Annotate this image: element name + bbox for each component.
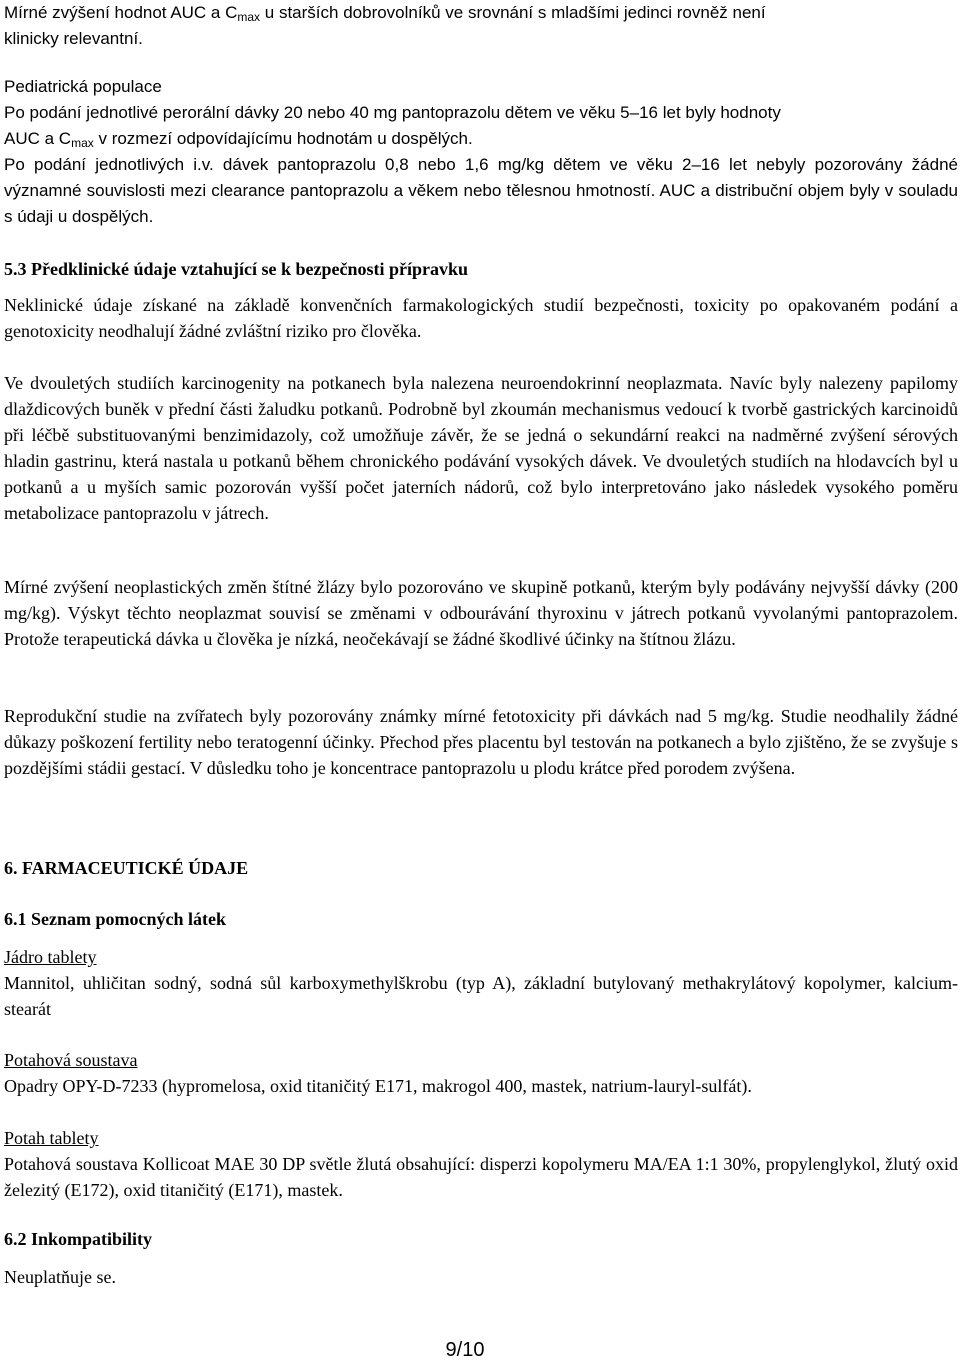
section-6-heading: 6. FARMACEUTICKÉ ÚDAJE bbox=[4, 858, 249, 878]
pediatric-iv-paragraph bbox=[4, 152, 958, 230]
incompat-text: Neuplatňuje se. bbox=[4, 1267, 116, 1287]
section-6 bbox=[4, 855, 958, 881]
coating-label: Potahová soustava bbox=[4, 1050, 138, 1070]
cmax-subscript: max bbox=[71, 136, 94, 150]
coating-block bbox=[4, 1047, 958, 1099]
intro-text-pre: Mírné zvýšení hodnot AUC a C bbox=[4, 3, 238, 22]
intro-line-2: klinicky relevantní. bbox=[4, 29, 143, 48]
film-text: Potahová soustava Kollicoat MAE 30 DP světle žlutá obsahující: disperzi kopolymeru MA/EA 1:1 30%, propylenglykol, žlutý oxid železitý (E172), oxid titaničitý (E171), mastek. bbox=[4, 1154, 958, 1200]
preclinical-text-4: Reprodukční studie na zvířatech byly pozorovány známky mírné fetotoxicity při dávkách nad 5 mg/kg. Studie neodhalily žádné důkazy poškození fertility nebo teratogenní účinky. Přechod přes placentu byl testován na potkanech a bylo zjištěno, že se zvyšuje s pozdějšími stádii gestací. V důsledku toho je koncentrace pantoprazolu u plodu krátce před porodem zvýšena. bbox=[4, 706, 958, 778]
film-label: Potah tablety bbox=[4, 1128, 99, 1148]
cmax-subscript: max bbox=[237, 10, 261, 24]
section-6-1-heading: 6.1 Seznam pomocných látek bbox=[4, 909, 226, 929]
preclinical-paragraph-1 bbox=[4, 292, 958, 344]
section-6-2-heading: 6.2 Inkompatibility bbox=[4, 1229, 153, 1249]
core-block bbox=[4, 944, 958, 1022]
pediatric-line-1: Po podání jednotlivé perorální dávky 20 nebo 40 mg pantoprazolu dětem ve věku 5–16 let byly hodnoty bbox=[4, 103, 781, 122]
pediatric-range-text: v rozmezí odpovídajícímu hodnotám u dospělých. bbox=[93, 129, 473, 148]
preclinical-text-1: Neklinické údaje získané na základě konvenčních farmakologických studií bezpečnosti, toxicity po opakovaném podání a genotoxicity neodhalují žádné zvláštní riziko pro člověka. bbox=[4, 295, 958, 341]
pediatric-iv-text: Po podání jednotlivých i.v. dávek pantoprazolu 0,8 nebo 1,6 mg/kg dětem ve věku 2–16 let nebyly pozorovány žádné významné souvislosti mezi clearance pantoprazolu a věkem nebo tělesnou hmotností. AUC a distribuční objem byly v souladu s údaji u dospělých. bbox=[4, 155, 958, 226]
preclinical-text-2: Ve dvouletých studiích karcinogenity na potkanech byla nalezena neuroendokrinní neoplazmata. Navíc byly nalezeny papilomy dlaždicových buněk v přední části žaludku potkanů. Podrobně byl zkoumán mechanismus vedoucí k tvorbě gastrických karcinoidů při léčbě substituovanými benzimidazoly, což umožňuje závěr, že se jedná o sekundární reakci na nadměrné zvýšení sérových hladin gastrinu, která nastala u potkanů během chronického podávání vysokých dávek. Ve dvouletých studiích na hlodavcích byl u potkanů a u myších samic pozorován vyšší počet jaterních nádorů, což bylo interpretováno jako následek vysokého poměru metabolizace pantoprazolu v játrech. bbox=[4, 373, 958, 523]
section-6-2 bbox=[4, 1226, 958, 1252]
pediatric-section bbox=[4, 74, 958, 152]
page-number: 9/10 bbox=[445, 1339, 485, 1361]
pediatric-heading: Pediatrická populace bbox=[4, 77, 162, 96]
intro-line-1 bbox=[4, 0, 958, 26]
core-label: Jádro tablety bbox=[4, 947, 97, 967]
preclinical-text-3: Mírné zvýšení neoplastických změn štítné žlázy bylo pozorováno ve skupině potkanů, kterým byly podávány nejvyšší dávky (200 mg/kg). Výskyt těchto neoplazmat souvisí se změnami v odbourávání thyroxinu v játrech potkanů vyvolanými pantoprazolem. Protože terapeutická dávka u člověka je nízká, neočekávají se žádné škodlivé účinky na štítnou žlázu. bbox=[4, 577, 958, 649]
intro-text-post: u starších dobrovolníků ve srovnání s mladšími jedinci rovněž není bbox=[260, 3, 766, 22]
incompat-block bbox=[4, 1264, 958, 1290]
core-text: Mannitol, uhličitan sodný, sodná sůl karboxymethylškrobu (typ A), základní butylovaný methakrylátový kopolymer, kalcium-stearát bbox=[4, 973, 958, 1019]
intro-paragraph bbox=[4, 0, 958, 52]
preclinical-paragraph-2 bbox=[4, 370, 958, 526]
section-5-3-heading: 5.3 Předklinické údaje vztahující se k bezpečnosti přípravku bbox=[4, 259, 469, 279]
coating-text: Opadry OPY-D-7233 (hypromelosa, oxid titaničitý E171, makrogol 400, mastek, natrium-lauryl-sulfát). bbox=[4, 1076, 752, 1096]
film-block bbox=[4, 1125, 958, 1203]
preclinical-paragraph-3 bbox=[4, 574, 958, 652]
section-6-1 bbox=[4, 906, 958, 932]
section-5-3 bbox=[4, 256, 958, 282]
preclinical-paragraph-4 bbox=[4, 703, 958, 781]
pediatric-line-2 bbox=[4, 126, 958, 152]
pediatric-auc-text: AUC a C bbox=[4, 129, 72, 148]
